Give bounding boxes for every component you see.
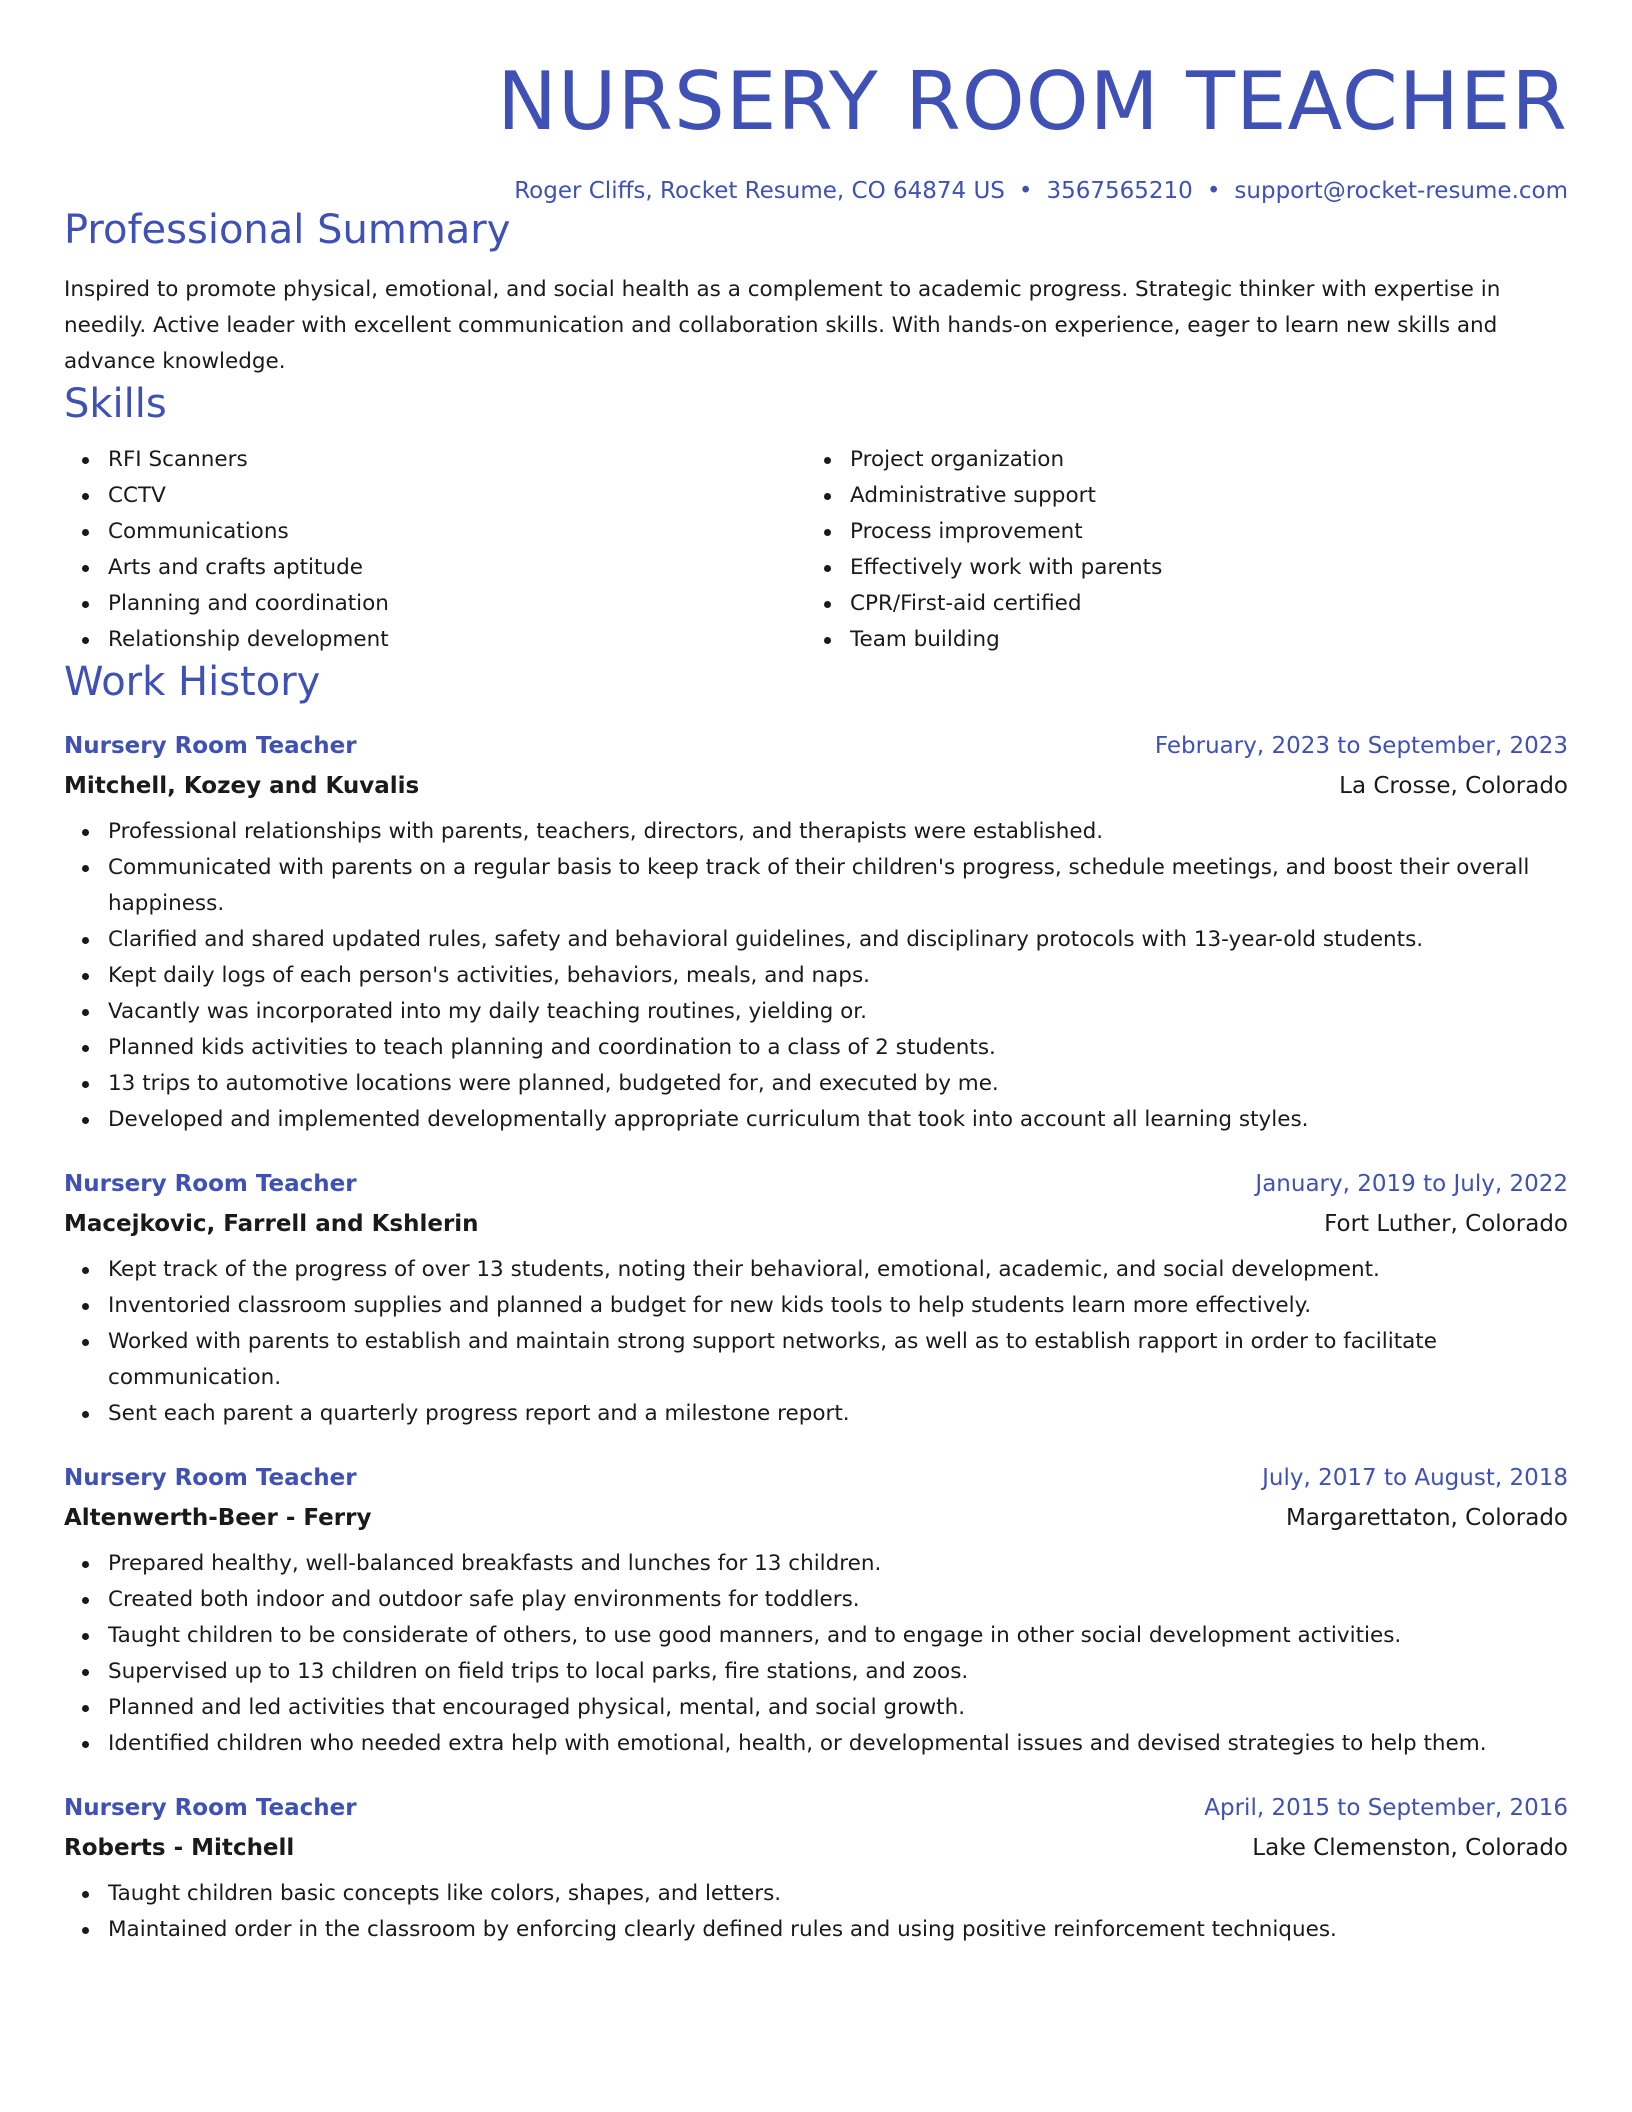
job-location: Margarettaton, Colorado [1285,1504,1568,1531]
job-header-row [64,1164,1568,1204]
job-dates: January, 2019 to July, 2022 [1255,1170,1568,1197]
job-duty-item: Taught children to be considerate of others, to use good manners, and to engage in other social development activities. [108,1618,1568,1654]
resume-title: NURSERY ROOM TEACHER [497,55,1568,148]
job-duty-item: Planned kids activities to teach planning and coordination to a class of 2 students. [108,1030,1568,1066]
skills-list [64,442,1568,658]
job-duty-item: Created both indoor and outdoor safe play environments for toddlers. [108,1582,1568,1618]
job-title: Nursery Room Teacher [64,1170,357,1197]
job-duty-item: Prepared healthy, well-balanced breakfasts and lunches for 13 children. [108,1546,1568,1582]
job-company: Macejkovic, Farrell and Kshlerin [64,1210,479,1237]
job-duty-item: Professional relationships with parents, teachers, directors, and therapists were established. [108,814,1568,850]
skill-item: CCTV [108,478,806,514]
work-history-list [64,726,1568,1948]
job-duty-item: Worked with parents to establish and maintain strong support networks, as well as to establish rapport in order to facilitate communication. [108,1324,1568,1396]
job-header-row [64,1788,1568,1828]
skill-item: Arts and crafts aptitude [108,550,806,586]
job-duty-item: 13 trips to automotive locations were planned, budgeted for, and executed by me. [108,1066,1568,1102]
skills-heading: Skills [64,380,167,427]
job-duty-item: Maintained order in the classroom by enforcing clearly defined rules and using positive reinforcement techniques. [108,1912,1568,1948]
work-history-heading: Work History [64,658,321,705]
skills-column-right [806,442,1548,658]
job-title: Nursery Room Teacher [64,1794,357,1821]
job-duties-list [64,1876,1568,1948]
job-duty-item: Taught children basic concepts like colors, shapes, and letters. [108,1876,1568,1912]
job-dates: July, 2017 to August, 2018 [1262,1464,1568,1491]
contact-info [64,178,1568,206]
skill-item: CPR/First-aid certified [850,586,1548,622]
job-duty-item: Sent each parent a quarterly progress report and a milestone report. [108,1396,1568,1432]
job-duties-list [64,1546,1568,1762]
skill-item: Project organization [850,442,1548,478]
job-company: Roberts - Mitchell [64,1834,295,1861]
job-location: Lake Clemenston, Colorado [1252,1834,1568,1861]
resume-page [64,0,1568,1948]
job-title: Nursery Room Teacher [64,732,357,759]
job-company-row [64,1204,1568,1244]
job-location: Fort Luther, Colorado [1324,1210,1568,1237]
job-dates: April, 2015 to September, 2016 [1204,1794,1568,1821]
summary-text: Inspired to promote physical, emotional, and social health as a complement to academic progress. Strategic thinker with expertise in needily. Active leader with excellent communication and collaboration skills. With hands-on experience, eager to learn new skills and advance knowledge. [64,276,1501,374]
job-company-row [64,766,1568,806]
job-duty-item: Identified children who needed extra help with emotional, health, or developmental issues and devised strategies to help them. [108,1726,1568,1762]
job-duties-list [64,814,1568,1138]
job-duty-item: Kept track of the progress of over 13 students, noting their behavioral, emotional, academic, and social development. [108,1252,1568,1288]
job-duty-item: Inventoried classroom supplies and planned a budget for new kids tools to help students learn more effectively. [108,1288,1568,1324]
job-entry [64,1458,1568,1762]
skills-column-left [64,442,806,658]
skill-item: Team building [850,622,1548,658]
job-entry [64,1164,1568,1432]
job-company-row [64,1828,1568,1868]
job-duty-item: Kept daily logs of each person's activities, behaviors, meals, and naps. [108,958,1568,994]
job-location: La Crosse, Colorado [1339,772,1568,799]
job-entry [64,726,1568,1138]
skill-item: RFI Scanners [108,442,806,478]
skill-item: Planning and coordination [108,586,806,622]
job-header-row [64,726,1568,766]
job-duty-item: Communicated with parents on a regular basis to keep track of their children's progress, schedule meetings, and boost their overall happiness. [108,850,1568,922]
job-duty-item: Supervised up to 13 children on field trips to local parks, fire stations, and zoos. [108,1654,1568,1690]
skill-item: Effectively work with parents [850,550,1548,586]
job-title: Nursery Room Teacher [64,1464,357,1491]
contact-email: support@rocket-resume.com [1234,178,1568,204]
job-entry [64,1788,1568,1948]
job-company: Mitchell, Kozey and Kuvalis [64,772,420,799]
job-duty-item: Vacantly was incorporated into my daily teaching routines, yielding or. [108,994,1568,1030]
contact-address: Roger Cliffs, Rocket Resume, CO 64874 US [514,178,1005,204]
job-duty-item: Clarified and shared updated rules, safety and behavioral guidelines, and disciplinary protocols with 13-year-old students. [108,922,1568,958]
job-dates: February, 2023 to September, 2023 [1154,732,1568,759]
job-header-row [64,1458,1568,1498]
skill-item: Process improvement [850,514,1548,550]
skill-item: Administrative support [850,478,1548,514]
contact-separator: • [1206,178,1221,204]
summary-heading: Professional Summary [64,206,511,253]
job-company-row [64,1498,1568,1538]
job-company: Altenwerth-Beer - Ferry [64,1504,372,1531]
contact-separator: • [1018,178,1033,204]
job-duty-item: Developed and implemented developmentally appropriate curriculum that took into account all learning styles. [108,1102,1568,1138]
skill-item: Relationship development [108,622,806,658]
skill-item: Communications [108,514,806,550]
job-duties-list [64,1252,1568,1432]
contact-phone: 3567565210 [1046,178,1193,204]
job-duty-item: Planned and led activities that encouraged physical, mental, and social growth. [108,1690,1568,1726]
